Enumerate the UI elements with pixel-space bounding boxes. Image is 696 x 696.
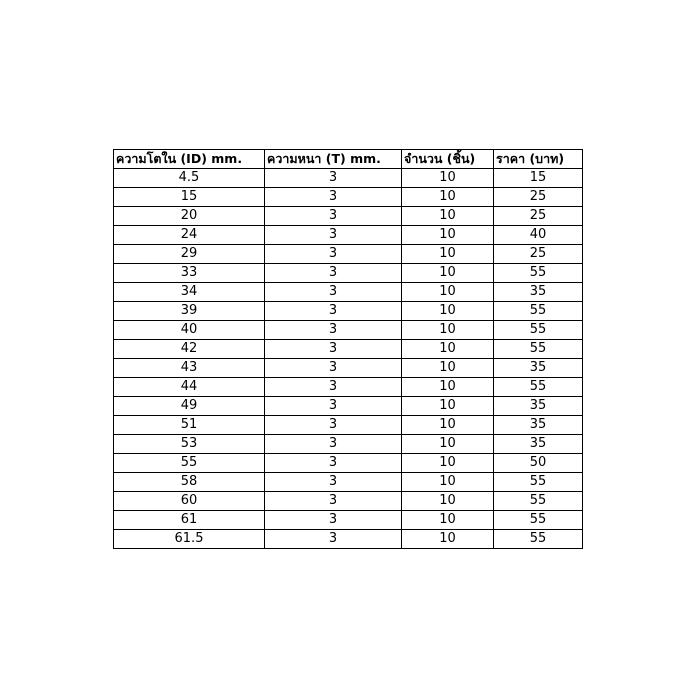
table-row <box>114 169 583 188</box>
cell-thickness: 3 <box>265 454 402 473</box>
table-row <box>114 454 583 473</box>
cell-inner-diameter: 15 <box>114 188 265 207</box>
cell-inner-diameter: 61 <box>114 511 265 530</box>
cell-quantity: 10 <box>402 169 494 188</box>
header-thickness: ความหนา (T) mm. <box>265 150 402 169</box>
cell-thickness: 3 <box>265 359 402 378</box>
cell-price: 35 <box>494 359 583 378</box>
cell-thickness: 3 <box>265 397 402 416</box>
header-inner-diameter: ความโตใน (ID) mm. <box>114 150 265 169</box>
price-table <box>113 149 583 549</box>
cell-price: 40 <box>494 226 583 245</box>
header-row <box>114 150 583 169</box>
cell-quantity: 10 <box>402 435 494 454</box>
cell-price: 55 <box>494 302 583 321</box>
table-row <box>114 492 583 511</box>
cell-price: 25 <box>494 188 583 207</box>
table-row <box>114 207 583 226</box>
table-row <box>114 435 583 454</box>
table-row <box>114 245 583 264</box>
table-row <box>114 188 583 207</box>
cell-inner-diameter: 51 <box>114 416 265 435</box>
cell-inner-diameter: 20 <box>114 207 265 226</box>
table-row <box>114 473 583 492</box>
cell-quantity: 10 <box>402 359 494 378</box>
cell-quantity: 10 <box>402 302 494 321</box>
table-row <box>114 359 583 378</box>
table-row <box>114 511 583 530</box>
cell-quantity: 10 <box>402 245 494 264</box>
cell-thickness: 3 <box>265 511 402 530</box>
cell-quantity: 10 <box>402 264 494 283</box>
cell-quantity: 10 <box>402 530 494 549</box>
cell-inner-diameter: 24 <box>114 226 265 245</box>
cell-inner-diameter: 4.5 <box>114 169 265 188</box>
cell-inner-diameter: 42 <box>114 340 265 359</box>
cell-price: 35 <box>494 435 583 454</box>
cell-price: 35 <box>494 397 583 416</box>
cell-quantity: 10 <box>402 454 494 473</box>
header-price: ราคา (บาท) <box>494 150 583 169</box>
cell-price: 55 <box>494 473 583 492</box>
cell-inner-diameter: 61.5 <box>114 530 265 549</box>
cell-thickness: 3 <box>265 473 402 492</box>
cell-inner-diameter: 43 <box>114 359 265 378</box>
cell-price: 25 <box>494 245 583 264</box>
cell-price: 55 <box>494 378 583 397</box>
cell-price: 15 <box>494 169 583 188</box>
cell-inner-diameter: 33 <box>114 264 265 283</box>
cell-inner-diameter: 60 <box>114 492 265 511</box>
cell-thickness: 3 <box>265 245 402 264</box>
table-row <box>114 264 583 283</box>
cell-price: 55 <box>494 530 583 549</box>
cell-inner-diameter: 34 <box>114 283 265 302</box>
cell-quantity: 10 <box>402 321 494 340</box>
cell-price: 55 <box>494 264 583 283</box>
cell-inner-diameter: 44 <box>114 378 265 397</box>
table-row <box>114 397 583 416</box>
header-quantity: จำนวน (ชิ้น) <box>402 150 494 169</box>
cell-thickness: 3 <box>265 302 402 321</box>
cell-thickness: 3 <box>265 416 402 435</box>
cell-inner-diameter: 39 <box>114 302 265 321</box>
table-row <box>114 302 583 321</box>
cell-thickness: 3 <box>265 321 402 340</box>
cell-inner-diameter: 58 <box>114 473 265 492</box>
cell-inner-diameter: 29 <box>114 245 265 264</box>
cell-inner-diameter: 40 <box>114 321 265 340</box>
cell-inner-diameter: 53 <box>114 435 265 454</box>
cell-price: 55 <box>494 511 583 530</box>
cell-thickness: 3 <box>265 378 402 397</box>
cell-quantity: 10 <box>402 207 494 226</box>
cell-thickness: 3 <box>265 207 402 226</box>
table-row <box>114 321 583 340</box>
cell-quantity: 10 <box>402 511 494 530</box>
cell-quantity: 10 <box>402 378 494 397</box>
cell-price: 55 <box>494 321 583 340</box>
cell-thickness: 3 <box>265 340 402 359</box>
table-body <box>114 169 583 549</box>
cell-thickness: 3 <box>265 188 402 207</box>
cell-thickness: 3 <box>265 530 402 549</box>
cell-thickness: 3 <box>265 435 402 454</box>
cell-quantity: 10 <box>402 473 494 492</box>
table-row <box>114 416 583 435</box>
cell-quantity: 10 <box>402 188 494 207</box>
cell-quantity: 10 <box>402 283 494 302</box>
cell-thickness: 3 <box>265 226 402 245</box>
cell-quantity: 10 <box>402 397 494 416</box>
table-row <box>114 283 583 302</box>
cell-thickness: 3 <box>265 492 402 511</box>
cell-price: 50 <box>494 454 583 473</box>
cell-thickness: 3 <box>265 264 402 283</box>
cell-inner-diameter: 55 <box>114 454 265 473</box>
cell-quantity: 10 <box>402 226 494 245</box>
cell-price: 25 <box>494 207 583 226</box>
cell-quantity: 10 <box>402 340 494 359</box>
cell-price: 55 <box>494 340 583 359</box>
cell-thickness: 3 <box>265 169 402 188</box>
cell-price: 35 <box>494 416 583 435</box>
cell-price: 55 <box>494 492 583 511</box>
table-row <box>114 378 583 397</box>
cell-inner-diameter: 49 <box>114 397 265 416</box>
table-row <box>114 530 583 549</box>
cell-thickness: 3 <box>265 283 402 302</box>
cell-quantity: 10 <box>402 416 494 435</box>
table-row <box>114 340 583 359</box>
table-row <box>114 226 583 245</box>
cell-price: 35 <box>494 283 583 302</box>
cell-quantity: 10 <box>402 492 494 511</box>
